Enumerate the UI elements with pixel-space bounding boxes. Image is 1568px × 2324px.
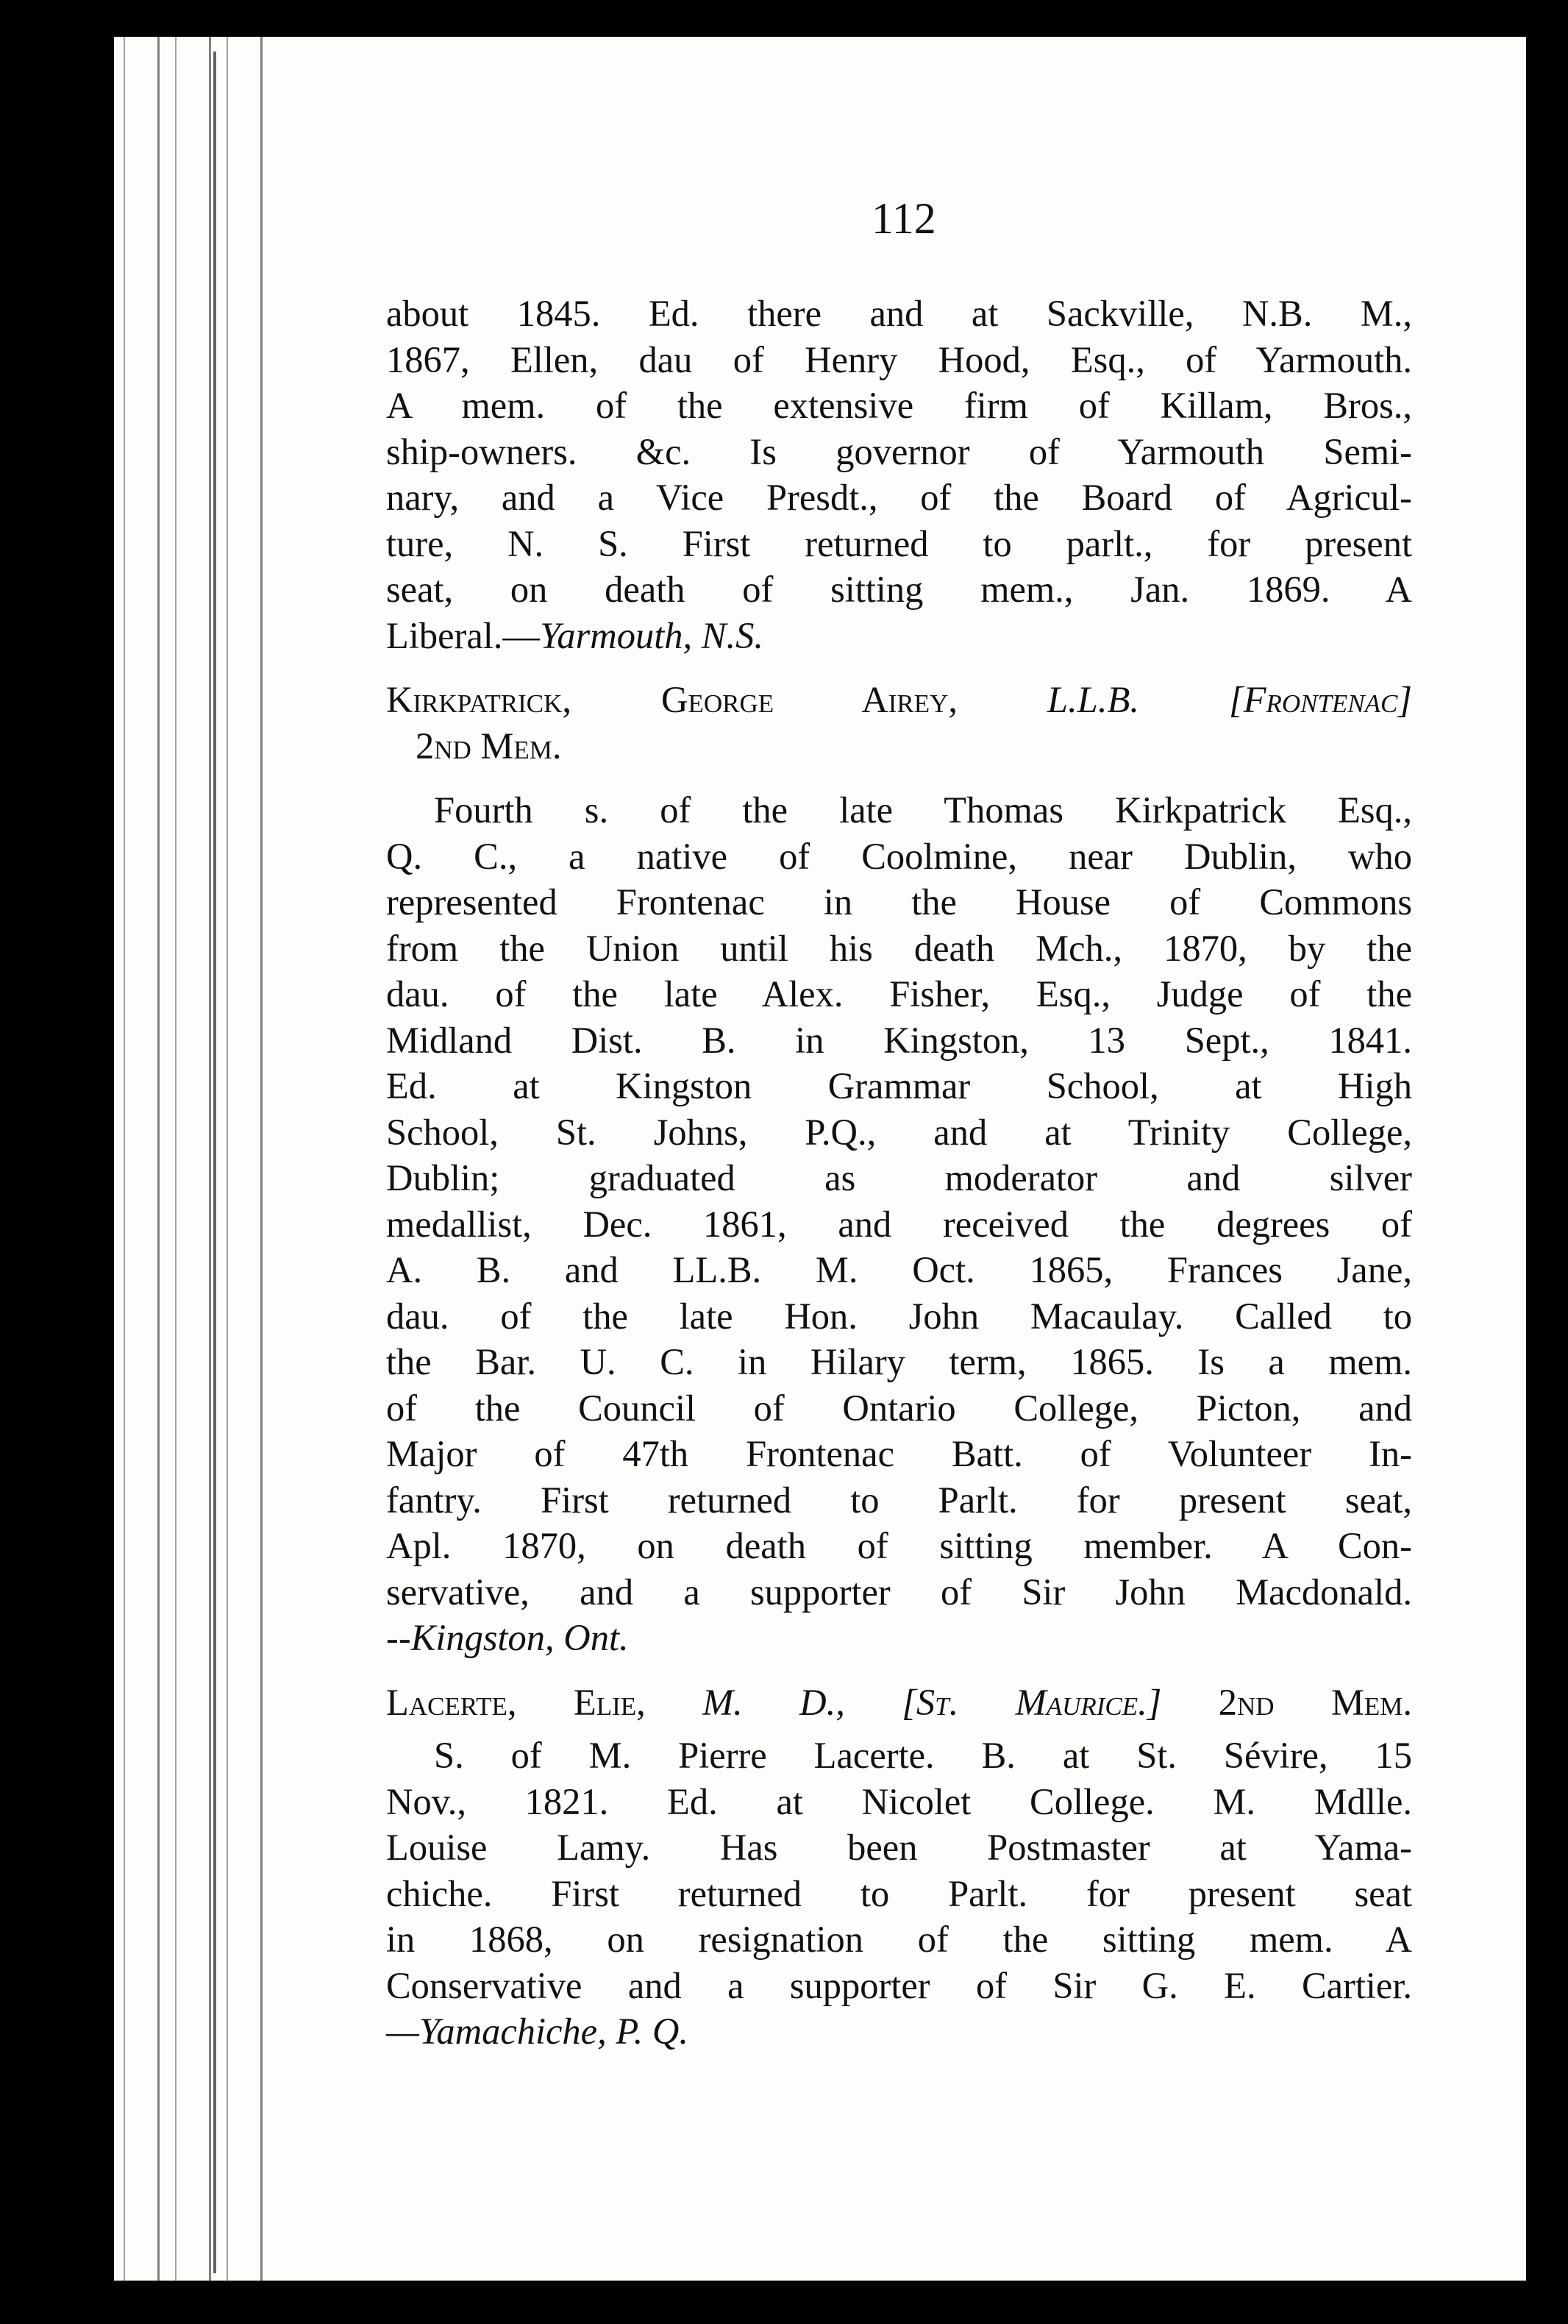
gutter-line [213, 51, 216, 2273]
text-line: Louise Lamy. Has been Postmaster at Yama- [386, 1827, 1412, 1868]
member-rank: 2nd Mem. [416, 725, 562, 767]
text-line: ship-owners. &c. Is governor of Yarmouth Semi- [386, 430, 1412, 472]
text-line: about 1845. Ed. there and at Sackville, N.B. M., [386, 293, 1412, 334]
text-line: dau. of the late Alex. Fisher, Esq., Judge of the [386, 973, 1412, 1014]
member-degree: M. D., [702, 1681, 845, 1723]
text-line: Fourth s. of the late Thomas Kirkpatrick Esq., [434, 789, 1412, 831]
text-line: 1867, Ellen, dau of Henry Hood, Esq., of Yarmouth. [386, 338, 1412, 380]
party-text: Liberal.— [386, 614, 540, 656]
page-number: 112 [872, 194, 936, 243]
residence-line [386, 2008, 1412, 2055]
residence: --Kingston, Ont. [386, 1617, 629, 1658]
text-line: A mem. of the extensive firm of Killam, Bros., [386, 385, 1412, 426]
residence: —Yamachiche, P. Q. [386, 2011, 689, 2052]
residence-line [386, 1615, 1412, 1661]
text-line: Ed. at Kingston Grammar School, at High [386, 1065, 1412, 1106]
text-line: Conservative and a supporter of Sir G. E. Cartier. [386, 1964, 1412, 2006]
residence: Yarmouth, N.S. [539, 614, 763, 656]
text-line: Q. C., a native of Coolmine, near Dublin, who [386, 835, 1412, 877]
page-gutter [96, 37, 268, 2281]
text-line: Nov., 1821. Ed. at Nicolet College. M. Mdlle. [386, 1780, 1412, 1822]
text-line: of the Council of Ontario College, Picton, and [386, 1387, 1412, 1429]
text-line: Midland Dist. B. in Kingston, 13 Sept., 1841. [386, 1019, 1412, 1061]
text-line: seat, on death of sitting mem., Jan. 1869. A [386, 569, 1412, 610]
text-line: ture, N. S. First returned to parlt., for present [386, 522, 1412, 564]
riding: [Frontenac] [1228, 679, 1413, 720]
text-line: Dublin; graduated as moderator and silver [386, 1157, 1412, 1198]
member-name: Lacerte, Elie, [386, 1681, 646, 1723]
text-line: Apl. 1870, on death of sitting member. A Con- [386, 1525, 1412, 1566]
member-rank: 2nd Mem. [1218, 1681, 1412, 1723]
text-line: School, St. Johns, P.Q., and at Trinity College, [386, 1111, 1412, 1153]
text-line: Major of 47th Frontenac Batt. of Volunteer In- [386, 1433, 1412, 1474]
member-degree: L.L.B. [1047, 679, 1139, 720]
member-name: Kirkpatrick, George Airey, [386, 679, 958, 720]
text-line: servative, and a supporter of Sir John Macdonald. [386, 1571, 1412, 1613]
riding: [St. Maurice.] [902, 1681, 1162, 1723]
text-line: chiche. First returned to Parlt. for present seat [386, 1872, 1412, 1914]
text-line: the Bar. U. C. in Hilary term, 1865. Is a mem. [386, 1341, 1412, 1382]
page-text [386, 291, 1412, 2055]
residence-line [386, 613, 1412, 659]
text-line: S. of M. Pierre Lacerte. B. at St. Sévire, 15 [434, 1735, 1412, 1776]
text-line: A. B. and LL.B. M. Oct. 1865, Frances Jane, [386, 1249, 1412, 1290]
text-line: dau. of the late Hon. John Macaulay. Called to [386, 1295, 1412, 1337]
text-line: medallist, Dec. 1861, and received the degrees of [386, 1203, 1412, 1245]
text-line: from the Union until his death Mch., 1870, by the [386, 927, 1412, 969]
entry-heading [386, 1680, 1412, 1726]
entry-heading [386, 677, 1412, 723]
gutter-edge [96, 37, 114, 2281]
text-line: nary, and a Vice Presdt., of the Board of Agricul- [386, 477, 1412, 518]
text-line: fantry. First returned to Parlt. for present seat, [386, 1479, 1412, 1521]
text-line: in 1868, on resignation of the sitting mem. A [386, 1919, 1412, 1960]
text-line: represented Frontenac in the House of Commons [386, 881, 1412, 923]
